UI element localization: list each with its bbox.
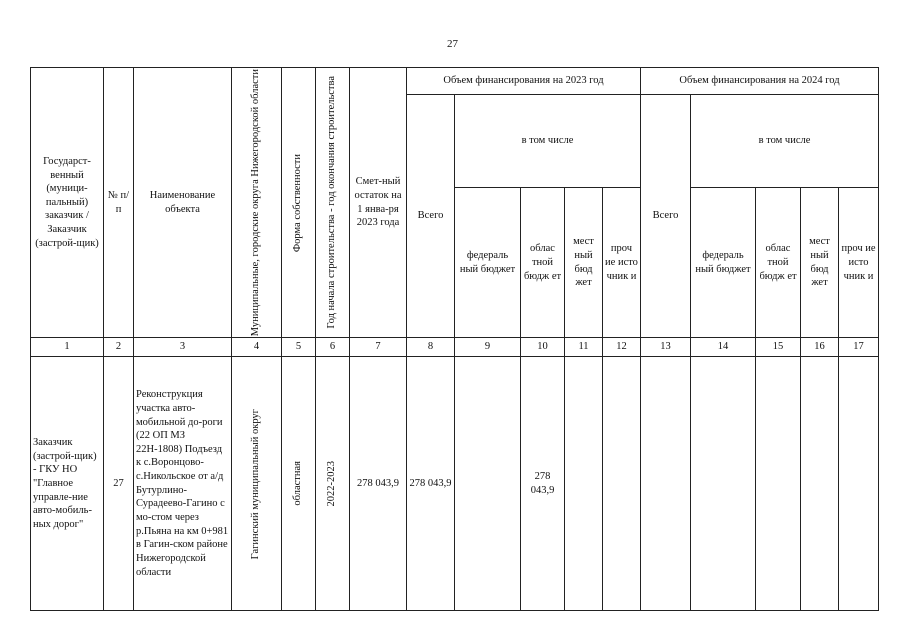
row-regional-2024: [756, 357, 801, 611]
header-ownership-text: Форма собственности: [292, 153, 304, 252]
table-row: [31, 357, 879, 611]
col-number: 8: [407, 338, 455, 357]
col-number: 15: [756, 338, 801, 357]
row-num: 27: [104, 357, 134, 611]
row-federal-2023: [455, 357, 521, 611]
row-years: [316, 357, 350, 611]
header-local-2023: мест ный бюд жет: [565, 188, 603, 338]
header-other-2023: проч ие исто чник и: [603, 188, 641, 338]
row-total-2023: 278 043,9: [407, 357, 455, 611]
row-other-2023: [603, 357, 641, 611]
row-ownership-text: областная: [292, 461, 304, 507]
header-num: № п/п: [104, 68, 134, 338]
col-number: 17: [839, 338, 879, 357]
col-number: 2: [104, 338, 134, 357]
row-regional-2023: 278 043,9: [521, 357, 565, 611]
row-object-name: Реконструкция участка авто-мобильной до-роги (22 ОП МЗ 22Н-1808) Подъезд к с.Воронцово-с.Никольское от а/д Бутурлино-Сурадеево-Гагино с мо-стом через р.Пьяна на км 0+981 в Гагин-ском районе Нижегородской области: [134, 357, 232, 611]
header-customer: Государст-венный (муници-пальный) заказчик / Заказчик (застрой-щик): [31, 68, 104, 338]
header-including-2024: в том числе: [691, 95, 879, 188]
header-federal-2024: федераль ный бюджет: [691, 188, 756, 338]
col-number: 4: [232, 338, 282, 357]
page-number: 27: [447, 38, 458, 50]
column-number-row: [31, 338, 879, 357]
header-fin-2024: Объем финансирования на 2024 год: [641, 68, 879, 95]
header-regional-2024: облас тной бюдж ет: [756, 188, 801, 338]
header-years: [316, 68, 350, 338]
header-total-2023: Всего: [407, 95, 455, 338]
col-number: 10: [521, 338, 565, 357]
header-object-name: Наименование объекта: [134, 68, 232, 338]
header-estimate: Смет-ный остаток на 1 янва-ря 2023 года: [350, 68, 407, 338]
financing-table: [30, 67, 879, 611]
header-including-2023: в том числе: [455, 95, 641, 188]
col-number: 1: [31, 338, 104, 357]
row-local-2023: [565, 357, 603, 611]
header-regional-2023: облас тной бюдж ет: [521, 188, 565, 338]
row-total-2024: [641, 357, 691, 611]
header-local-2024: мест ный бюд жет: [801, 188, 839, 338]
row-years-text: 2022-2023: [326, 460, 338, 507]
row-ownership: [282, 357, 316, 611]
col-number: 16: [801, 338, 839, 357]
header-total-2024: Всего: [641, 95, 691, 338]
col-number: 11: [565, 338, 603, 357]
row-municipality: [232, 357, 282, 611]
row-local-2024: [801, 357, 839, 611]
col-number: 7: [350, 338, 407, 357]
col-number: 14: [691, 338, 756, 357]
header-ownership: [282, 68, 316, 338]
col-number: 9: [455, 338, 521, 357]
col-number: 6: [316, 338, 350, 357]
header-other-2024: проч ие исто чник и: [839, 188, 879, 338]
row-other-2024: [839, 357, 879, 611]
col-number: 3: [134, 338, 232, 357]
row-customer: Заказчик (застрой-щик) - ГКУ НО "Главное управле-ние авто-мобиль-ных дорог": [31, 357, 104, 611]
row-estimate: 278 043,9: [350, 357, 407, 611]
row-federal-2024: [691, 357, 756, 611]
col-number: 12: [603, 338, 641, 357]
col-number: 5: [282, 338, 316, 357]
header-fin-2023: Объем финансирования на 2023 год: [407, 68, 641, 95]
header-municipality-text: Муниципальные, городские округа Нижегородской области: [250, 69, 262, 337]
header-municipality: [232, 68, 282, 338]
header-federal-2023: федераль ный бюджет: [455, 188, 521, 338]
col-number: 13: [641, 338, 691, 357]
row-municipality-text: Гагинский муниципальный округ: [250, 408, 262, 559]
header-years-text: Год начала строительства - год окончания строительства: [326, 76, 338, 329]
